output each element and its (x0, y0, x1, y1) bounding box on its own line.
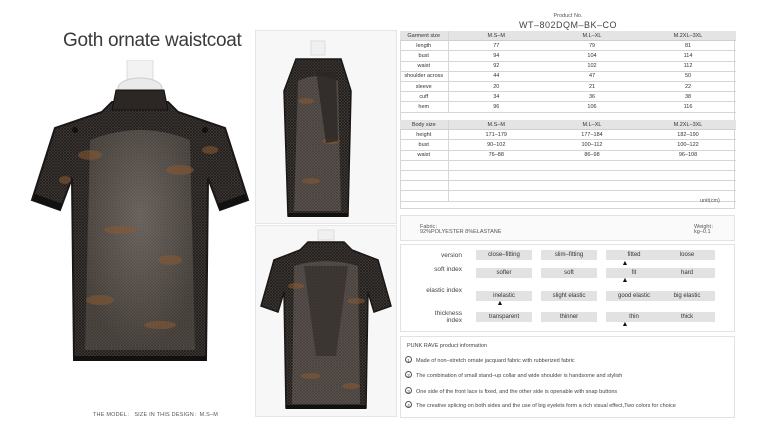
back-view-photo (255, 225, 397, 417)
number-4-icon: 4 (405, 401, 412, 408)
info-bullet-text: The creative splicing on both sides and the use of big eyelets form a rich visual effect,Two colors for choice (416, 403, 676, 409)
soft-option: fit (606, 268, 662, 278)
garment-header-cell: M.2XL–3XL (640, 31, 736, 41)
page-title: Goth ornate waistcoat (63, 30, 242, 51)
info-bullet (405, 387, 617, 395)
thickness-option: transparent (476, 312, 532, 322)
info-bullet-text: Made of non–stretch ornate jacquard fabric with rubberized fabric (416, 358, 575, 364)
body-header-cell: M.S–M (448, 120, 544, 130)
table-cell: 100–122 (640, 140, 736, 150)
table-cell: 22 (640, 81, 736, 91)
number-3-icon: 3 (405, 387, 412, 394)
table-cell: 21 (544, 81, 640, 91)
body-header-cell: M.L–XL (544, 120, 640, 130)
row-label: bust (400, 140, 448, 150)
fabric-box (400, 215, 735, 241)
info-bullet (405, 371, 622, 379)
shirt-side-illustration (256, 31, 396, 223)
row-label: waist (400, 61, 448, 71)
elastic-option: inelastic (476, 291, 532, 301)
shirt-front-illustration (20, 60, 260, 400)
version-option: loose (659, 250, 715, 260)
table-row (400, 51, 736, 61)
table-row (400, 41, 736, 51)
weight-value: kg–0.1 (694, 229, 711, 235)
table-cell: 94 (448, 51, 544, 61)
row-label: cuff (400, 92, 448, 102)
info-bullet-text: One side of the front lace is fixed, and the other side is openable with snap buttons (416, 389, 618, 395)
row-label: bust (400, 51, 448, 61)
front-view-photo (20, 60, 260, 400)
table-cell: 20 (448, 81, 544, 91)
thickness-option: thinner (541, 312, 597, 322)
table-cell: 34 (448, 92, 544, 102)
product-code: WT–802DQM–BK–CO (518, 20, 618, 30)
table-cell: 79 (544, 41, 640, 51)
table-cell: 90–102 (448, 140, 544, 150)
body-header-cell: M.2XL–3XL (640, 120, 736, 130)
table-row (400, 71, 736, 81)
table-cell: 102 (544, 61, 640, 71)
soft-option: hard (659, 268, 715, 278)
version-option: close–fitting (476, 250, 532, 260)
attribute-title-version: version (441, 252, 462, 259)
selected-triangle-icon: ▲ (621, 260, 629, 267)
table-cell: 81 (640, 41, 736, 51)
selected-triangle-icon: ▲ (621, 321, 629, 328)
table-row (400, 150, 736, 160)
table-row (400, 61, 736, 71)
elastic-option: slight elastic (541, 291, 597, 301)
number-1-icon: 1 (405, 356, 412, 363)
row-label: length (400, 41, 448, 51)
attribute-title-soft: soft index (434, 266, 462, 273)
weight-label: Weight： (694, 224, 717, 230)
number-2-icon: 2 (405, 371, 412, 378)
garment-header-cell: M.S–M (448, 31, 544, 41)
soft-option: softer (476, 268, 532, 278)
table-cell: 182–190 (640, 130, 736, 140)
table-cell: 100–112 (544, 140, 640, 150)
selected-triangle-icon: ▲ (496, 300, 504, 307)
table-row (400, 92, 736, 102)
selected-triangle-icon: ▲ (621, 277, 629, 284)
attribute-title-elastic: elastic index (426, 287, 462, 294)
info-bullet (405, 401, 676, 409)
table-cell: 77 (448, 41, 544, 51)
thickness-option: thin (606, 312, 662, 322)
table-cell: 104 (544, 51, 640, 61)
table-row (400, 81, 736, 91)
row-label: height (400, 130, 448, 140)
product-info-heading: PUNK RAVE product information (407, 343, 487, 349)
table-row (400, 170, 736, 180)
thickness-option: thick (659, 312, 715, 322)
soft-option: soft (541, 268, 597, 278)
product-number-label: Product No. (553, 13, 583, 19)
table-row (400, 181, 736, 191)
elastic-option: good elastic (606, 291, 662, 301)
table-cell: 114 (640, 51, 736, 61)
table-cell: 106 (544, 102, 640, 112)
row-label: shoulder across (400, 71, 448, 81)
row-label: hem (400, 102, 448, 112)
garment-header-cell: Garment size (400, 31, 448, 41)
version-option: fitted (606, 250, 662, 260)
row-label: sleeve (400, 81, 448, 91)
table-row (400, 191, 736, 201)
table-cell: 47 (544, 71, 640, 81)
unit-label: unit(cm) (700, 198, 720, 204)
table-cell: 116 (640, 102, 736, 112)
table-cell: 112 (640, 61, 736, 71)
table-cell: 96–108 (640, 150, 736, 160)
table-cell: 92 (448, 61, 544, 71)
garment-header-cell: M.L–XL (544, 31, 640, 41)
body-header-row (400, 120, 736, 130)
info-bullet (405, 356, 575, 364)
garment-header-row (400, 31, 736, 41)
table-row (400, 160, 736, 170)
body-header-cell: Body size (400, 120, 448, 130)
table-cell: 86–98 (544, 150, 640, 160)
body-size-table (400, 120, 736, 202)
elastic-option: big elastic (659, 291, 715, 301)
row-label: waist (400, 150, 448, 160)
table-cell: 76–88 (448, 150, 544, 160)
table-cell: 44 (448, 71, 544, 81)
side-view-photo (255, 30, 397, 224)
fabric-value: 92%POLYESTER 8%ELASTANE (420, 229, 502, 235)
version-option: slim–fitting (541, 250, 597, 260)
garment-size-table (400, 31, 736, 113)
attribute-title-thickness: thickness index (434, 310, 462, 324)
table-cell: 171–179 (448, 130, 544, 140)
table-cell: 96 (448, 102, 544, 112)
table-cell: 50 (640, 71, 736, 81)
table-row (400, 130, 736, 140)
table-row (400, 102, 736, 112)
shirt-back-illustration (256, 226, 396, 416)
table-cell: 177–184 (544, 130, 640, 140)
table-cell: 38 (640, 92, 736, 102)
info-bullet-text: The combination of small stand–up collar and wide shoulder is handsome and stylish (416, 373, 623, 379)
model-size-note: THE MODEL： SIZE IN THIS DESIGN：M.S–M (93, 412, 219, 418)
table-cell: 36 (544, 92, 640, 102)
table-row (400, 140, 736, 150)
fabric-label: Fabric： (420, 224, 441, 230)
